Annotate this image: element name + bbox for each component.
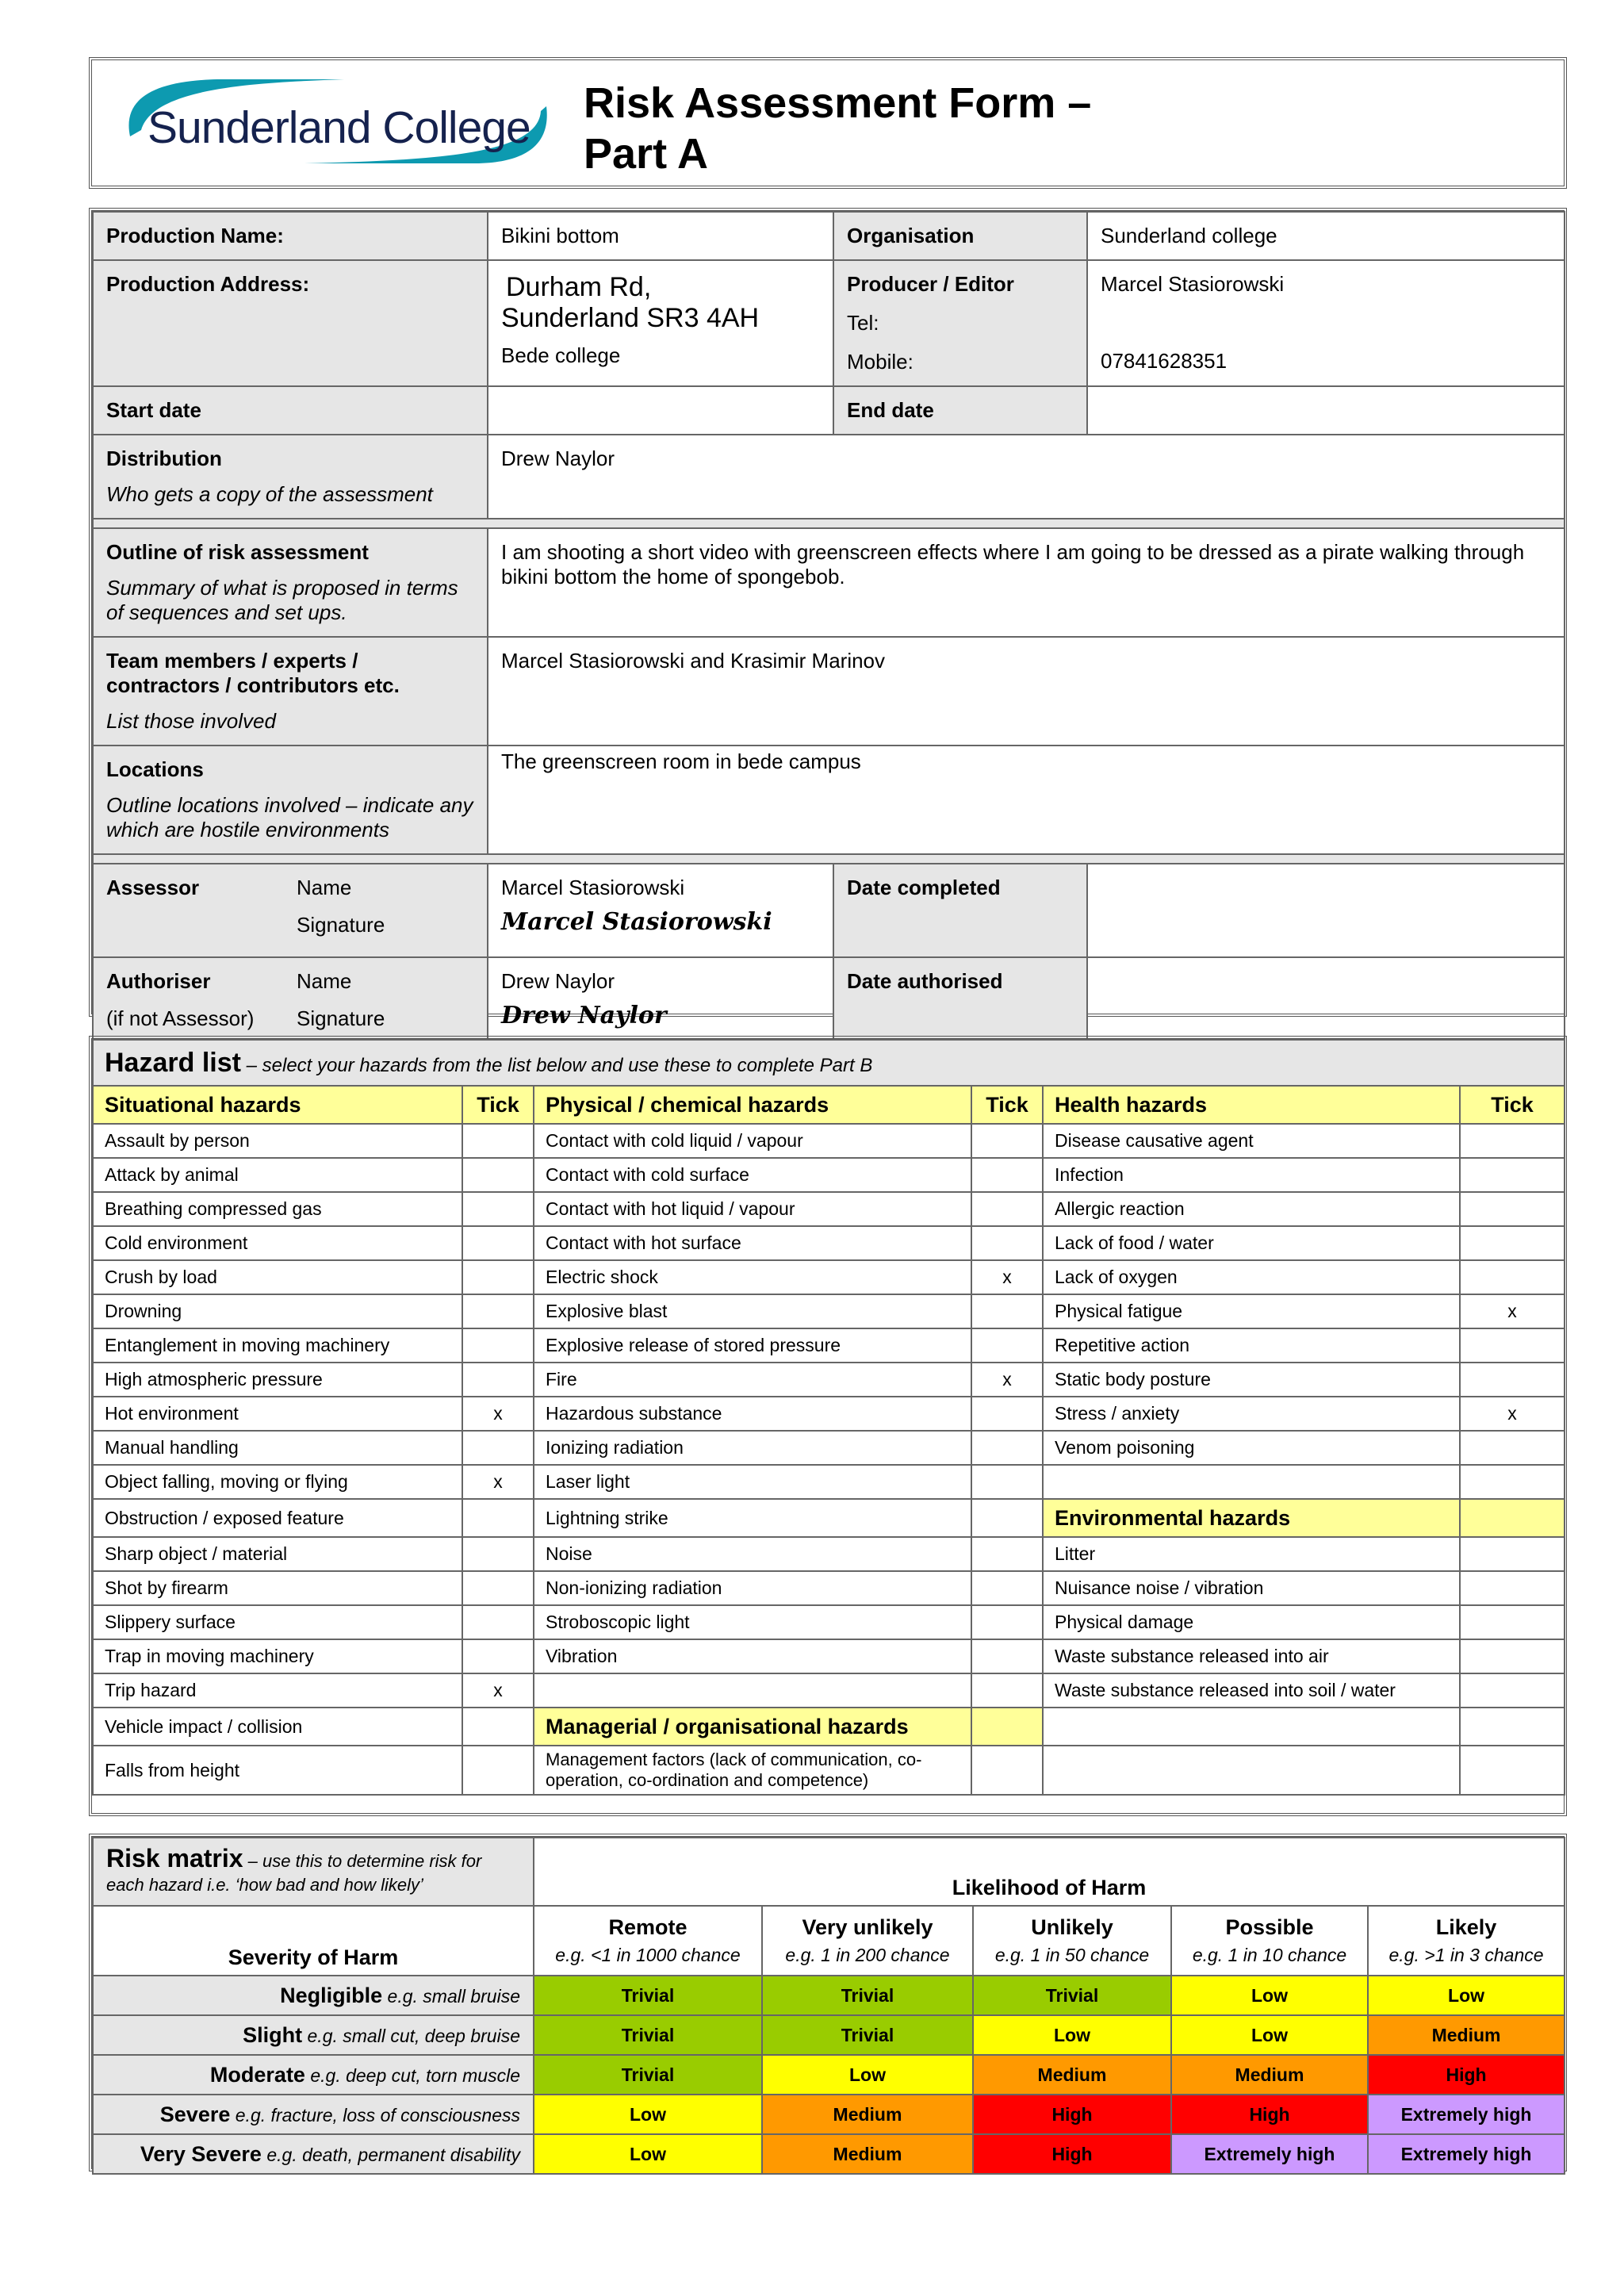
severity-name: Severe	[159, 2102, 231, 2126]
physical-hazard-item: Contact with cold surface	[534, 1158, 971, 1192]
severity-row	[93, 1976, 1565, 2015]
environmental-header-tick	[1460, 1499, 1565, 1537]
situational-hazard-item: High atmospheric pressure	[93, 1363, 462, 1397]
risk-cell: Low	[1171, 1976, 1368, 2015]
situational-hazard-tick[interactable]	[462, 1328, 534, 1363]
risk-cell: Trivial	[762, 1976, 973, 2015]
severity-name: Negligible	[280, 1983, 383, 2007]
likelihood-name: Possible	[1225, 1915, 1314, 1939]
hazard-row	[93, 1465, 1565, 1499]
environmental-hazard-item	[1043, 1746, 1460, 1795]
health-hazard-item: Lack of oxygen	[1043, 1260, 1460, 1294]
severity-moderate	[93, 2055, 534, 2095]
environmental-hazard-item: Nuisance noise / vibration	[1043, 1571, 1460, 1605]
hazard-row	[93, 1124, 1565, 1158]
risk-cell: Low	[534, 2134, 762, 2174]
severity-very-severe	[93, 2134, 534, 2174]
hazard-row	[93, 1363, 1565, 1397]
hazard-row	[93, 1226, 1565, 1260]
severity-name: Very Severe	[140, 2141, 262, 2166]
college-logo	[106, 75, 566, 170]
situational-hazard-item: Drowning	[93, 1294, 462, 1328]
health-hazard-item: Venom poisoning	[1043, 1431, 1460, 1465]
hazard-row	[93, 1192, 1565, 1226]
situational-hazard-item: Trip hazard	[93, 1673, 462, 1708]
team-label-cell	[93, 637, 488, 746]
risk-cell: Low	[534, 2095, 762, 2134]
situational-hazard-tick[interactable]	[462, 1192, 534, 1226]
physical-hazard-tick[interactable]	[971, 1124, 1043, 1158]
risk-matrix-heading: Risk matrix	[106, 1844, 243, 1872]
situational-hazard-tick[interactable]: x	[462, 1673, 534, 1708]
producer-label: Producer / Editor	[847, 272, 1014, 296]
physical-hazard-item: Explosive blast	[534, 1294, 971, 1328]
team-value[interactable]: Marcel Stasiorowski and Krasimir Marinov	[488, 637, 1565, 746]
physical-hazard-item: Ionizing radiation	[534, 1431, 971, 1465]
situational-hazard-tick[interactable]	[462, 1431, 534, 1465]
risk-cell: High	[973, 2134, 1171, 2174]
college-name: Sunderland College	[147, 102, 530, 153]
physical-hazard-tick[interactable]: x	[971, 1260, 1043, 1294]
health-hazard-item: Infection	[1043, 1158, 1460, 1192]
producer-values[interactable]	[1087, 260, 1565, 386]
situational-hazard-item: Vehicle impact / collision	[93, 1708, 462, 1746]
severity-severe	[93, 2095, 534, 2134]
situational-hazard-tick[interactable]	[462, 1708, 534, 1746]
physical-hazard-tick[interactable]	[971, 1537, 1043, 1571]
severity-name: Moderate	[209, 2062, 305, 2087]
situational-hazard-tick[interactable]	[462, 1226, 534, 1260]
end-date-value[interactable]	[1087, 386, 1565, 435]
risk-cell: Extremely high	[1171, 2134, 1368, 2174]
physical-hazard-item: Noise	[534, 1537, 971, 1571]
health-hazard-item: Physical fatigue	[1043, 1294, 1460, 1328]
hazard-list-subtitle: – select your hazards from the list below and use these to complete Part B	[240, 1054, 873, 1076]
severity-example: e.g. fracture, loss of consciousness	[230, 2104, 520, 2125]
risk-cell: Trivial	[534, 2015, 762, 2055]
likelihood-example: e.g. <1 in 1000 chance	[555, 1945, 741, 1965]
outline-label-cell	[93, 528, 488, 637]
physical-hazard-tick[interactable]	[971, 1397, 1043, 1431]
health-hazard-tick[interactable]	[1460, 1158, 1565, 1192]
situational-hazard-item: Cold environment	[93, 1226, 462, 1260]
hazard-row	[93, 1605, 1565, 1639]
situational-hazard-tick[interactable]: x	[462, 1465, 534, 1499]
risk-cell: High	[1368, 2055, 1565, 2095]
likelihood-possible	[1171, 1906, 1368, 1976]
end-date-label: End date	[833, 386, 1087, 435]
tick-header: Tick	[462, 1086, 534, 1124]
risk-cell: Medium	[762, 2095, 973, 2134]
hazard-row	[93, 1260, 1565, 1294]
hazard-table	[92, 1039, 1565, 1796]
situational-hazard-tick[interactable]	[462, 1260, 534, 1294]
situational-hazard-tick[interactable]	[462, 1158, 534, 1192]
hazard-row	[93, 1328, 1565, 1363]
health-header: Health hazards	[1043, 1086, 1460, 1124]
risk-cell: Low	[762, 2055, 973, 2095]
physical-hazard-tick[interactable]	[971, 1673, 1043, 1708]
environmental-hazard-item	[1043, 1708, 1460, 1746]
situational-hazard-item: Attack by animal	[93, 1158, 462, 1192]
outline-value[interactable]: I am shooting a short video with greenscreen effects where I am going to be dressed as a pirate walking through bikini bottom the home of spongebob.	[488, 528, 1565, 637]
likelihood-name: Very unlikely	[802, 1915, 933, 1939]
likelihood-remote	[534, 1906, 762, 1976]
hazard-list-heading: Hazard list	[105, 1047, 241, 1078]
physical-hazard-item: Hazardous substance	[534, 1397, 971, 1431]
date-completed-value[interactable]	[1087, 864, 1565, 957]
production-name-label: Production Name:	[93, 212, 488, 260]
situational-hazard-item: Trap in moving machinery	[93, 1639, 462, 1673]
production-address-label: Production Address:	[93, 260, 488, 386]
health-hazard-item: Stress / anxiety	[1043, 1397, 1460, 1431]
situational-hazard-item: Falls from height	[93, 1746, 462, 1795]
situational-hazard-tick[interactable]	[462, 1571, 534, 1605]
risk-cell: Trivial	[534, 2055, 762, 2095]
situational-hazard-tick[interactable]	[462, 1499, 534, 1537]
situational-hazard-item: Entanglement in moving machinery	[93, 1328, 462, 1363]
situational-hazard-item: Hot environment	[93, 1397, 462, 1431]
locations-label-cell	[93, 746, 488, 854]
likelihood-name: Remote	[608, 1915, 688, 1939]
physical-hazard-item: Lightning strike	[534, 1499, 971, 1537]
start-date-value[interactable]	[488, 386, 833, 435]
environmental-hazard-item: Waste substance released into soil / water	[1043, 1673, 1460, 1708]
tel-label: Tel:	[847, 311, 879, 335]
physical-hazard-tick[interactable]	[971, 1605, 1043, 1639]
situational-hazard-item: Manual handling	[93, 1431, 462, 1465]
physical-hazard-tick[interactable]	[971, 1192, 1043, 1226]
title-line-2: Part A	[584, 130, 709, 178]
situational-hazard-item: Obstruction / exposed feature	[93, 1499, 462, 1537]
physical-header: Physical / chemical hazards	[534, 1086, 971, 1124]
severity-negligible	[93, 1976, 534, 2015]
hazard-row	[93, 1746, 1565, 1795]
distribution-value[interactable]: Drew Naylor	[488, 435, 1565, 519]
severity-header: Severity of Harm	[93, 1906, 534, 1976]
physical-hazard-tick[interactable]	[971, 1226, 1043, 1260]
managerial-hazard-item: Management factors (lack of communication, co-operation, co-ordination and competence)	[534, 1746, 971, 1795]
distribution-label: Distribution	[106, 447, 222, 470]
physical-hazard-tick[interactable]	[971, 1294, 1043, 1328]
tel-value	[1101, 311, 1551, 335]
risk-cell: Medium	[1171, 2055, 1368, 2095]
risk-cell: High	[973, 2095, 1171, 2134]
managerial-header-tick	[971, 1708, 1043, 1746]
production-table	[92, 211, 1565, 1055]
risk-cell: Extremely high	[1368, 2095, 1565, 2134]
severity-row	[93, 2055, 1565, 2095]
environmental-hazard-tick[interactable]	[1460, 1537, 1565, 1571]
hazard-row	[93, 1499, 1565, 1537]
tick-header: Tick	[1460, 1086, 1565, 1124]
date-authorised-label: Date authorised	[833, 957, 1087, 1054]
situational-hazard-tick[interactable]	[462, 1363, 534, 1397]
distribution-hint: Who gets a copy of the assessment	[106, 482, 433, 506]
health-hazard-tick[interactable]	[1460, 1226, 1565, 1260]
authoriser-signature: Drew Naylor	[501, 1002, 667, 1029]
severity-example: e.g. small bruise	[382, 1985, 520, 2007]
physical-hazard-item: Laser light	[534, 1465, 971, 1499]
authoriser-label: Authoriser	[106, 969, 211, 993]
situational-hazard-tick[interactable]	[462, 1746, 534, 1795]
locations-hint: Outline locations involved – indicate any which are hostile environments	[106, 793, 473, 841]
organisation-label: Organisation	[833, 212, 1087, 260]
health-hazard-tick[interactable]	[1460, 1124, 1565, 1158]
severity-slight	[93, 2015, 534, 2055]
outline-label: Outline of risk assessment	[106, 540, 369, 564]
health-hazard-tick[interactable]	[1460, 1260, 1565, 1294]
situational-header: Situational hazards	[93, 1086, 462, 1124]
health-hazard-item: Allergic reaction	[1043, 1192, 1460, 1226]
health-hazard-item: Repetitive action	[1043, 1328, 1460, 1363]
health-hazard-tick[interactable]	[1460, 1431, 1565, 1465]
form-header	[89, 57, 1567, 189]
risk-cell: Low	[1368, 1976, 1565, 2015]
severity-example: e.g. deep cut, torn muscle	[304, 2064, 520, 2086]
physical-hazard-tick[interactable]	[971, 1328, 1043, 1363]
team-label: Team members / experts / contractors / contributors etc.	[106, 649, 400, 697]
hazard-row	[93, 1158, 1565, 1192]
environmental-hazard-item: Litter	[1043, 1537, 1460, 1571]
environmental-hazard-tick[interactable]	[1460, 1708, 1565, 1746]
risk-cell: Medium	[1368, 2015, 1565, 2055]
team-hint: List those involved	[106, 709, 276, 733]
physical-hazard-item: Vibration	[534, 1639, 971, 1673]
risk-cell: High	[1171, 2095, 1368, 2134]
severity-row	[93, 2095, 1565, 2134]
environmental-hazard-tick[interactable]	[1460, 1746, 1565, 1795]
risk-cell: Trivial	[762, 2015, 973, 2055]
physical-hazard-item: Fire	[534, 1363, 971, 1397]
physical-hazard-item: Stroboscopic light	[534, 1605, 971, 1639]
hazard-list	[89, 1036, 1567, 1816]
assessor-value-cell[interactable]	[488, 864, 833, 957]
distribution-label-cell	[93, 435, 488, 519]
physical-hazard-tick[interactable]	[971, 1431, 1043, 1465]
risk-cell: Low	[1171, 2015, 1368, 2055]
physical-hazard-tick[interactable]	[971, 1465, 1043, 1499]
health-hazard-tick[interactable]: x	[1460, 1397, 1565, 1431]
risk-cell: Extremely high	[1368, 2134, 1565, 2174]
health-hazard-item: Disease causative agent	[1043, 1124, 1460, 1158]
physical-hazard-tick[interactable]	[971, 1639, 1043, 1673]
severity-name: Slight	[243, 2022, 303, 2047]
risk-matrix-title	[93, 1838, 534, 1906]
authoriser-name: Drew Naylor	[501, 969, 615, 993]
hazard-table-body	[93, 1040, 1565, 1795]
mobile-label: Mobile:	[847, 350, 914, 374]
physical-hazard-tick[interactable]: x	[971, 1363, 1043, 1397]
start-date-label: Start date	[93, 386, 488, 435]
likelihood-unlikely	[973, 1906, 1171, 1976]
likelihood-header: Likelihood of Harm	[534, 1838, 1565, 1906]
situational-hazard-item: Crush by load	[93, 1260, 462, 1294]
risk-cell: Trivial	[534, 1976, 762, 2015]
hazard-row	[93, 1673, 1565, 1708]
assessor-label: Assessor	[106, 876, 200, 899]
health-hazard-item: Static body posture	[1043, 1363, 1460, 1397]
physical-hazard-item: Contact with hot liquid / vapour	[534, 1192, 971, 1226]
page-title	[584, 78, 1091, 179]
physical-hazard-tick[interactable]	[971, 1571, 1043, 1605]
physical-hazard-item	[534, 1673, 971, 1708]
hazard-list-title	[93, 1040, 1565, 1086]
organisation-value[interactable]: Sunderland college	[1087, 212, 1565, 260]
likelihood-likely	[1368, 1906, 1565, 1976]
risk-cell: Medium	[973, 2055, 1171, 2095]
situational-hazard-item: Assault by person	[93, 1124, 462, 1158]
managerial-hazard-tick[interactable]	[971, 1746, 1043, 1795]
risk-matrix-subtitle: – use this to determine risk for each hazard i.e. ‘how bad and how likely’	[106, 1851, 482, 1895]
physical-hazard-item: Explosive release of stored pressure	[534, 1328, 971, 1363]
health-hazard-tick[interactable]	[1460, 1465, 1565, 1499]
environmental-hazard-tick[interactable]	[1460, 1639, 1565, 1673]
hazard-row	[93, 1294, 1565, 1328]
severity-example: e.g. death, permanent disability	[261, 2144, 520, 2165]
situational-hazard-item: Shot by firearm	[93, 1571, 462, 1605]
environmental-hazard-tick[interactable]	[1460, 1605, 1565, 1639]
risk-matrix-body	[93, 1838, 1565, 2174]
likelihood-example: e.g. 1 in 50 chance	[994, 1945, 1150, 1965]
title-line-1: Risk Assessment Form –	[584, 79, 1092, 127]
assessor-label-cell	[93, 864, 488, 957]
production-details	[89, 208, 1567, 1030]
address-line-1: Durham Rd,	[506, 272, 652, 302]
hazard-row	[93, 1639, 1565, 1673]
situational-hazard-tick[interactable]	[462, 1639, 534, 1673]
managerial-header: Managerial / organisational hazards	[534, 1708, 971, 1746]
health-hazard-tick[interactable]: x	[1460, 1294, 1565, 1328]
likelihood-example: e.g. 1 in 200 chance	[785, 1945, 950, 1965]
health-hazard-item: Lack of food / water	[1043, 1226, 1460, 1260]
situational-hazard-tick[interactable]	[462, 1124, 534, 1158]
risk-cell: Trivial	[973, 1976, 1171, 2015]
assessor-name-label: Name	[297, 876, 352, 899]
severity-example: e.g. small cut, deep bruise	[302, 2025, 520, 2046]
assessor-signature-label: Signature	[297, 913, 385, 937]
section-divider	[93, 519, 1565, 528]
situational-hazard-tick[interactable]: x	[462, 1397, 534, 1431]
date-completed-label: Date completed	[833, 864, 1087, 957]
risk-cell: Medium	[762, 2134, 973, 2174]
assessor-name: Marcel Stasiorowski	[501, 876, 685, 899]
production-address-value[interactable]	[488, 260, 833, 386]
producer-labels	[833, 260, 1087, 386]
severity-row	[93, 2015, 1565, 2055]
locations-value[interactable]: The greenscreen room in bede campus	[488, 746, 1565, 854]
physical-hazard-item: Contact with hot surface	[534, 1226, 971, 1260]
hazard-row	[93, 1431, 1565, 1465]
hazard-row	[93, 1397, 1565, 1431]
environmental-header: Environmental hazards	[1043, 1499, 1460, 1537]
situational-hazard-tick[interactable]	[462, 1537, 534, 1571]
authoriser-name-label: Name	[297, 969, 352, 993]
locations-label: Locations	[106, 757, 204, 781]
environmental-hazard-item: Waste substance released into air	[1043, 1639, 1460, 1673]
situational-hazard-item: Object falling, moving or flying	[93, 1465, 462, 1499]
situational-hazard-item: Sharp object / material	[93, 1537, 462, 1571]
tick-header: Tick	[971, 1086, 1043, 1124]
production-name-value[interactable]: Bikini bottom	[488, 212, 833, 260]
assessor-signature: Marcel Stasiorowski	[501, 908, 772, 936]
health-hazard-item	[1043, 1465, 1460, 1499]
situational-hazard-item: Slippery surface	[93, 1605, 462, 1639]
physical-hazard-tick[interactable]	[971, 1158, 1043, 1192]
health-hazard-tick[interactable]	[1460, 1363, 1565, 1397]
risk-matrix	[89, 1834, 1567, 2171]
hazard-row	[93, 1537, 1565, 1571]
likelihood-example: e.g. >1 in 3 chance	[1388, 1945, 1544, 1965]
hazard-row	[93, 1708, 1565, 1746]
situational-hazard-tick[interactable]	[462, 1605, 534, 1639]
mobile-value: 07841628351	[1101, 349, 1228, 373]
physical-hazard-item: Electric shock	[534, 1260, 971, 1294]
situational-hazard-item: Breathing compressed gas	[93, 1192, 462, 1226]
likelihood-name: Unlikely	[1031, 1915, 1113, 1939]
severity-row	[93, 2134, 1565, 2174]
hazard-row	[93, 1571, 1565, 1605]
situational-hazard-tick[interactable]	[462, 1294, 534, 1328]
physical-hazard-item: Contact with cold liquid / vapour	[534, 1124, 971, 1158]
environmental-hazard-tick[interactable]	[1460, 1571, 1565, 1605]
likelihood-example: e.g. 1 in 10 chance	[1192, 1945, 1347, 1965]
health-hazard-tick[interactable]	[1460, 1192, 1565, 1226]
address-line-3: Bede college	[501, 343, 621, 367]
authoriser-note: (if not Assessor)	[106, 1006, 255, 1030]
section-divider	[93, 854, 1565, 864]
likelihood-name: Likely	[1435, 1915, 1497, 1939]
authoriser-signature-label: Signature	[297, 1006, 385, 1030]
address-line-2: Sunderland SR3 4AH	[501, 303, 760, 333]
risk-matrix-table	[92, 1837, 1565, 2175]
environmental-hazard-item: Physical damage	[1043, 1605, 1460, 1639]
physical-hazard-item: Non-ionizing radiation	[534, 1571, 971, 1605]
physical-hazard-tick[interactable]	[971, 1499, 1043, 1537]
likelihood-very-unlikely	[762, 1906, 973, 1976]
risk-cell: Low	[973, 2015, 1171, 2055]
producer-value: Marcel Stasiorowski	[1101, 272, 1285, 296]
environmental-hazard-tick[interactable]	[1460, 1673, 1565, 1708]
outline-hint: Summary of what is proposed in terms of sequences and set ups.	[106, 576, 458, 624]
health-hazard-tick[interactable]	[1460, 1328, 1565, 1363]
